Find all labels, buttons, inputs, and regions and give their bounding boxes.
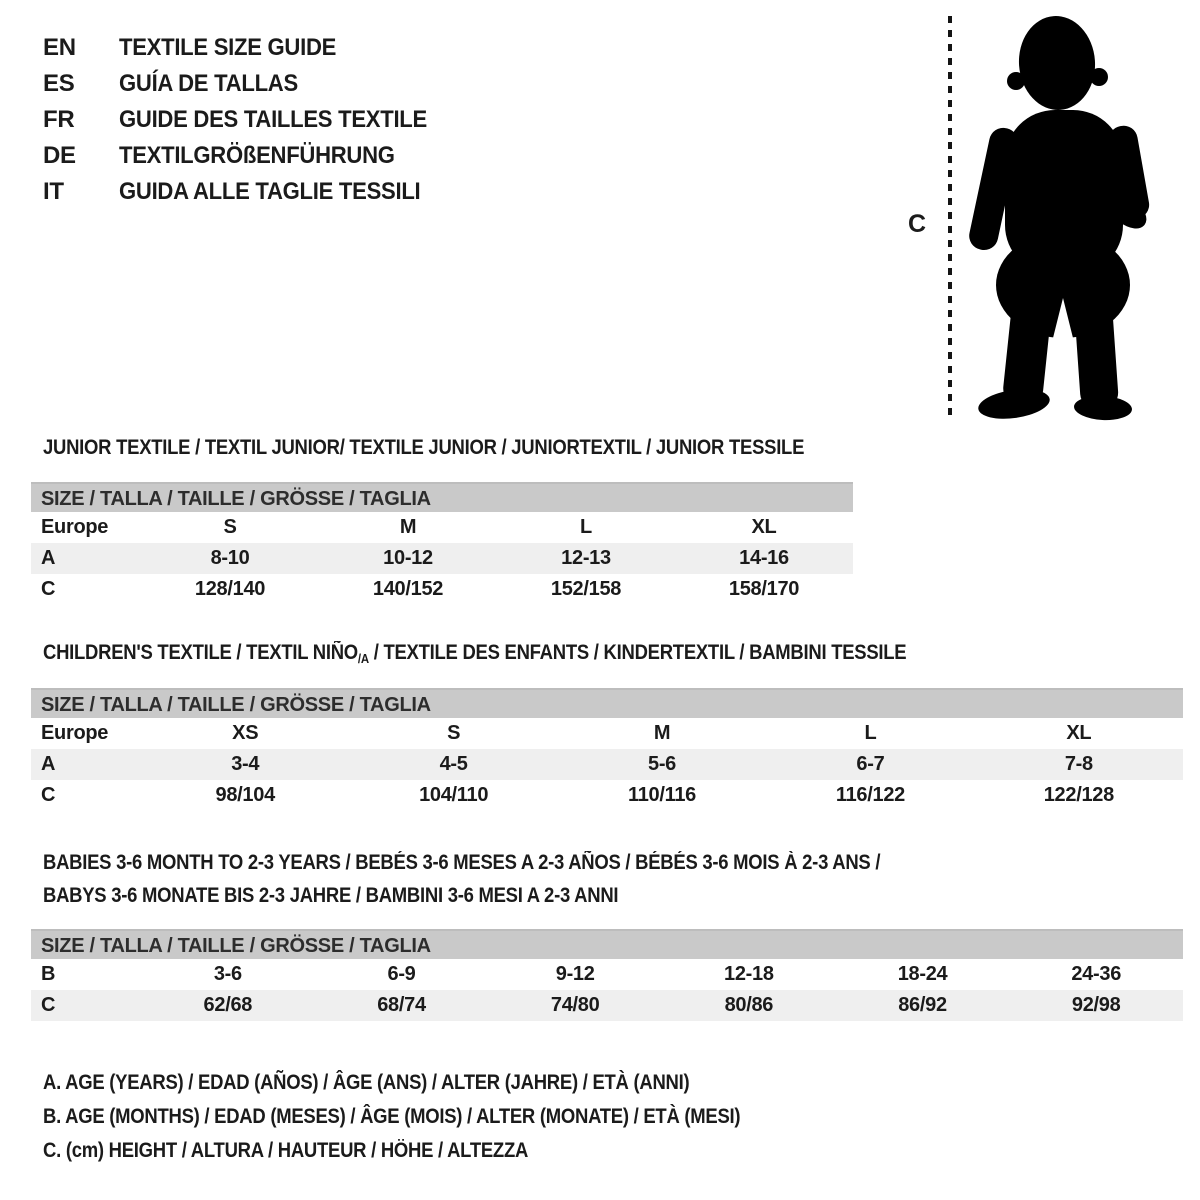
row-label: A <box>41 547 56 569</box>
height-cell: 68/74 <box>377 994 426 1016</box>
size-cell: M <box>399 516 417 538</box>
age-cell: 6-9 <box>387 963 416 985</box>
toddler-silhouette-icon <box>950 0 1200 440</box>
language-row-es <box>43 66 454 102</box>
babies-size-table <box>31 929 1183 1021</box>
language-code: EN <box>43 34 76 61</box>
table-row-europe <box>31 718 1183 749</box>
size-cell: XL <box>751 516 777 538</box>
height-cell: 104/110 <box>419 784 489 806</box>
table-row-age-years <box>31 543 853 574</box>
age-cell: 10-12 <box>383 547 433 569</box>
junior-size-table <box>31 482 853 605</box>
age-cell: 3-4 <box>231 753 260 775</box>
children-size-table <box>31 688 1183 811</box>
age-cell: 8-10 <box>210 547 250 569</box>
babies-section-heading <box>43 846 880 912</box>
babies-heading-line1: BABIES 3-6 MONTH TO 2-3 YEARS / BEBÉS 3-6 MESES A 2-3 AÑOS / BÉBÉS 3-6 MOIS À 2-3 ANS / <box>43 851 881 874</box>
size-cell: L <box>864 722 877 744</box>
height-cell: 98/104 <box>215 784 275 806</box>
language-title: TEXTILE SIZE GUIDE <box>119 34 337 61</box>
junior-section-heading: JUNIOR TEXTILE / TEXTIL JUNIOR/ TEXTILE JUNIOR / JUNIORTEXTIL / JUNIOR TESSILE <box>43 436 805 459</box>
language-row-fr <box>43 102 454 138</box>
age-cell: 12-13 <box>561 547 611 569</box>
height-cell: 86/92 <box>898 994 947 1016</box>
age-cell: 14-16 <box>739 547 789 569</box>
height-cell: 74/80 <box>550 994 600 1016</box>
junior-table-header: SIZE / TALLA / TAILLE / GRÖSSE / TAGLIA <box>31 482 853 512</box>
row-label: B <box>41 963 56 985</box>
table-row-height-cm <box>31 990 1183 1021</box>
language-code: ES <box>43 70 75 97</box>
language-row-en <box>43 30 454 66</box>
legend-line-a: A. AGE (YEARS) / EDAD (AÑOS) / ÂGE (ANS) / ALTER (JAHRE) / ETÀ (ANNI) <box>43 1071 690 1094</box>
language-code: DE <box>43 142 76 169</box>
row-label: A <box>41 753 56 775</box>
age-cell: 5-6 <box>648 753 677 775</box>
language-row-it <box>43 174 454 210</box>
language-list <box>43 30 454 210</box>
age-cell: 7-8 <box>1064 753 1093 775</box>
table-row-age-months <box>31 959 1183 990</box>
height-cell: 92/98 <box>1071 994 1121 1016</box>
row-label: C <box>41 784 56 806</box>
age-cell: 18-24 <box>897 963 948 985</box>
language-title: GUIDE DES TAILLES TEXTILE <box>119 106 427 133</box>
legend-line-c: C. (cm) HEIGHT / ALTURA / HAUTEUR / HÖHE / ALTEZZA <box>43 1139 529 1162</box>
table-row-europe <box>31 512 853 543</box>
language-title: TEXTILGRÖßENFÜHRUNG <box>119 142 395 169</box>
children-heading-suffix: / TEXTILE DES ENFANTS / KINDERTEXTIL / BAMBINI TESSILE <box>368 641 907 664</box>
measure-legend <box>43 1066 835 1168</box>
height-cell: 80/86 <box>724 994 774 1016</box>
size-cell: S <box>447 722 461 744</box>
children-table-header: SIZE / TALLA / TAILLE / GRÖSSE / TAGLIA <box>31 688 1183 718</box>
size-cell: M <box>653 722 671 744</box>
height-measure-label: C <box>908 210 927 238</box>
height-cell: 128/140 <box>194 578 266 600</box>
table-row-height-cm <box>31 780 1183 811</box>
row-label: Europe <box>41 722 109 744</box>
children-section-heading <box>43 641 906 666</box>
size-cell: XL <box>1066 722 1092 744</box>
age-cell: 4-5 <box>439 753 468 775</box>
language-title: GUIDA ALLE TAGLIE TESSILI <box>119 178 421 205</box>
height-cell: 152/158 <box>550 578 622 600</box>
height-cell: 116/122 <box>835 784 905 806</box>
size-cell: S <box>223 516 237 538</box>
row-label: C <box>41 578 56 600</box>
babies-heading-line2: BABYS 3-6 MONATE BIS 2-3 JAHRE / BAMBINI 3-6 MESI A 2-3 ANNI <box>43 884 619 907</box>
children-heading-prefix: CHILDREN'S TEXTILE / TEXTIL NIÑO <box>43 641 358 664</box>
age-cell: 3-6 <box>213 963 242 985</box>
height-cell: 110/116 <box>628 784 697 806</box>
table-row-age-years <box>31 749 1183 780</box>
children-heading-subscript: /A <box>357 651 369 666</box>
height-cell: 62/68 <box>203 994 253 1016</box>
row-label: Europe <box>41 516 109 538</box>
language-code: FR <box>43 106 75 133</box>
height-cell: 140/152 <box>372 578 444 600</box>
language-title: GUÍA DE TALLAS <box>119 70 298 97</box>
language-code: IT <box>43 178 64 205</box>
age-cell: 12-18 <box>724 963 774 985</box>
age-cell: 24-36 <box>1071 963 1122 985</box>
age-cell: 9-12 <box>555 963 595 985</box>
table-row-height-cm <box>31 574 853 605</box>
height-cell: 122/128 <box>1043 784 1114 806</box>
row-label: C <box>41 994 56 1016</box>
size-cell: L <box>580 516 592 538</box>
size-cell: XS <box>232 722 259 744</box>
legend-line-b: B. AGE (MONTHS) / EDAD (MESES) / ÂGE (MOIS) / ALTER (MONATE) / ETÀ (MESI) <box>43 1105 741 1128</box>
babies-table-header: SIZE / TALLA / TAILLE / GRÖSSE / TAGLIA <box>31 929 1183 959</box>
height-cell: 158/170 <box>728 578 800 600</box>
age-cell: 6-7 <box>856 753 885 775</box>
language-row-de <box>43 138 454 174</box>
